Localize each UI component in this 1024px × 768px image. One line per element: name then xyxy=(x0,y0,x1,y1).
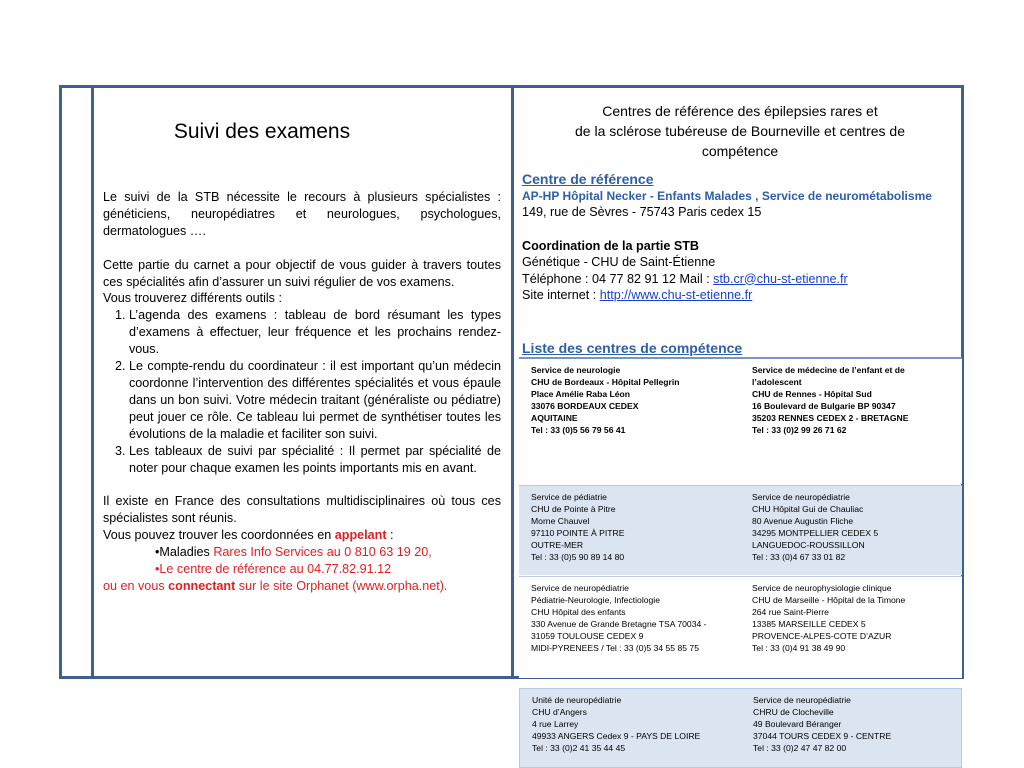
centre-line: OUTRE-MER xyxy=(531,539,584,550)
centre-card-tours xyxy=(753,695,953,755)
centre-line: Tel : 33 (0)2 99 26 71 62 xyxy=(752,424,847,435)
centre-card-bordeaux xyxy=(531,365,731,436)
centre-card-rennes xyxy=(752,365,952,436)
centre-line: CHU de Pointe à Pitre xyxy=(531,503,616,514)
maladies-rares-phone: Rares Info Services au 0 810 63 19 20, xyxy=(213,545,432,560)
centre-line: l’adolescent xyxy=(752,376,802,387)
centre-line: Tel : 33 (0)5 56 79 56 41 xyxy=(531,424,626,435)
centre-line: CHU de Rennes - Hôpital Sud xyxy=(752,388,872,399)
centres-panel-3 xyxy=(519,576,962,678)
centre-line: CHRU de Clocheville xyxy=(753,706,834,717)
centre-line: 33076 BORDEAUX CEDEX xyxy=(531,400,639,411)
centre-line: AQUITAINE xyxy=(531,412,578,423)
tools-list xyxy=(103,307,501,476)
coordination-contact: Téléphone : 04 77 82 91 12 Mail : stb.cr@chu-st-etienne.fr xyxy=(522,271,848,286)
centres-panel-1 xyxy=(519,359,962,484)
centre-line: Tel : 33 (0)4 67 33 01 82 xyxy=(752,551,846,562)
centre-line: Tel : 33 (0)2 41 35 44 45 xyxy=(532,742,626,753)
maladies-rares-line: •Maladies Rares Info Services au 0 810 63 19 20, xyxy=(155,545,432,560)
competence-list-title: Liste des centres de compétence xyxy=(522,340,743,356)
centre-line: Place Amélie Raba Léon xyxy=(531,388,631,399)
centres-header: Centres de référence des épilepsies rares et de la sclérose tubéreuse de Bourneville et centres de compétence xyxy=(575,103,905,159)
purpose-paragraph: Cette partie du carnet a pour objectif de vous guider à travers toutes ces spécialités afin d’assurer un suivi régulier de vos examens. xyxy=(103,257,501,289)
centre-line: Service de neurologie xyxy=(531,365,621,375)
list-item: 1. L’agenda des examens : tableau de bord résumant les types d’examens à effectuer, leur fréquence et les prochains rendez-vous. xyxy=(129,307,501,358)
website-link[interactable]: http://www.chu-st-etienne.fr xyxy=(599,288,753,302)
centre-reference-phone: •Le centre de référence au 04.77.82.91.12 xyxy=(155,562,392,577)
orphanet-line: ou en vous connectant sur le site Orphanet (www.orpha.net). xyxy=(103,578,448,593)
email-link[interactable]: stb.cr@chu-st-etienne.fr xyxy=(713,271,848,286)
reference-centre-address: 149, rue de Sèvres - 75743 Paris cedex 15 xyxy=(522,205,762,219)
centre-line: Pédiatrie-Neurologie, Infectiologie xyxy=(531,594,660,605)
centre-line: 16 Boulevard de Bulgarie BP 90347 xyxy=(752,400,896,411)
right-column xyxy=(522,101,958,304)
centre-card-pointe-a-pitre xyxy=(531,492,731,563)
centre-line: 37044 TOURS CEDEX 9 - CENTRE xyxy=(753,730,892,741)
coordination-service: Génétique - CHU de Saint-Étienne xyxy=(522,255,716,269)
centre-line: Service de neurophysiologie clinique xyxy=(752,583,892,593)
reference-centre-name: AP-HP Hôpital Necker - Enfants Malades , Service de neurométabolisme xyxy=(522,188,932,203)
left-margin-strip xyxy=(59,85,94,679)
centre-line: CHU Hôpital Gui de Chauliac xyxy=(752,503,864,514)
centre-line: 330 Avenue de Grande Bretagne TSA 70034 - xyxy=(531,618,707,629)
centre-line: 4 rue Larrey xyxy=(532,718,579,729)
reference-centre-title: Centre de référence xyxy=(522,171,654,187)
centre-card-angers xyxy=(532,695,732,755)
centre-line: MIDI-PYRENEES / Tel : 33 (0)5 34 55 85 75 xyxy=(531,642,699,653)
appelant-text: appelant xyxy=(334,528,387,543)
centre-line: Unité de neuropédiatrie xyxy=(532,695,622,705)
centres-panel-2 xyxy=(519,485,962,575)
centre-line: 31059 TOULOUSE CEDEX 9 xyxy=(531,630,644,641)
centre-line: 80 Avenue Augustin Fliche xyxy=(752,515,854,526)
centre-line: CHU de Bordeaux - Hôpital Pellegrin xyxy=(531,376,680,387)
centre-line: CHU d’Angers xyxy=(532,706,587,717)
centre-line: Service de neuropédiatrie xyxy=(531,583,629,593)
coordinates-line: Vous pouvez trouver les coordonnées en appelant : xyxy=(103,528,394,543)
centre-card-montpellier xyxy=(752,492,952,563)
centre-line: Service de médecine de l’enfant et de xyxy=(752,365,905,375)
centre-line: Service de neuropédiatrie xyxy=(752,492,850,502)
centre-line: PROVENCE-ALPES-COTE D’AZUR xyxy=(752,630,892,641)
centre-line: Service de neuropédiatrie xyxy=(753,695,851,705)
centre-line: CHU de Marseille - Hôpital de la Timone xyxy=(752,594,906,605)
list-item: 3. Les tableaux de suivi par spécialité : Il permet par spécialité de noter pour chaque examen les points importants mis en avant. xyxy=(129,443,501,477)
page-title: Suivi des examens xyxy=(173,120,351,143)
centre-line: 264 rue Saint-Pierre xyxy=(752,606,829,617)
intro-paragraph: Le suivi de la STB nécessite le recours à plusieurs spécialistes : généticiens, neuropédiatres et neurologues, psychologues, dermatologues …. xyxy=(103,189,501,238)
centre-line: Tel : 33 (0)2 47 47 82 00 xyxy=(753,742,847,753)
centre-line: Tel : 33 (0)4 91 38 49 90 xyxy=(752,642,846,653)
connectant-text: connectant xyxy=(168,578,236,593)
consultations-paragraph: Il existe en France des consultations multidisciplinaires où tous ces spécialistes sont réunis. xyxy=(103,494,501,526)
centre-card-marseille xyxy=(752,583,952,654)
left-column xyxy=(103,100,501,595)
centre-line: 97110 POINTE À PITRE xyxy=(531,527,625,538)
column-divider xyxy=(511,85,514,679)
centre-line: 35203 RENNES CEDEX 2 - BRETAGNE xyxy=(752,412,909,423)
centre-line: LANGUEDOC-ROUSSILLON xyxy=(752,539,865,550)
coordination-title: Coordination de la partie STB xyxy=(522,238,700,253)
tools-intro: Vous trouverez différents outils : xyxy=(103,291,282,306)
centre-line: 49 Boulevard Béranger xyxy=(753,718,842,729)
centres-panel-4 xyxy=(519,688,962,768)
centre-line: 34295 MONTPELLIER CEDEX 5 xyxy=(752,527,879,538)
website-line: Site internet : http://www.chu-st-etienne.fr xyxy=(522,288,753,302)
centre-line: CHU Hôpital des enfants xyxy=(531,606,626,617)
centre-line: Tel : 33 (0)5 90 89 14 80 xyxy=(531,551,625,562)
centre-line: 13385 MARSEILLE CEDEX 5 xyxy=(752,618,866,629)
centre-card-toulouse xyxy=(531,583,731,654)
centre-line: Service de pédiatrie xyxy=(531,492,607,502)
centre-line: Morne Chauvel xyxy=(531,515,590,526)
list-item: 2. Le compte-rendu du coordinateur : il est important qu’un médecin coordonne l’intervention des différentes spécialités et vous épaule dans un bon suivi. Votre médecin traitant (généraliste ou pédiatre) peut jouer ce rôle. Ce tableau lui permet de synthétiser toutes les évolutions de la maladie et faciliter son suivi. xyxy=(129,358,501,443)
centre-line: 49933 ANGERS Cedex 9 - PAYS DE LOIRE xyxy=(532,730,701,741)
